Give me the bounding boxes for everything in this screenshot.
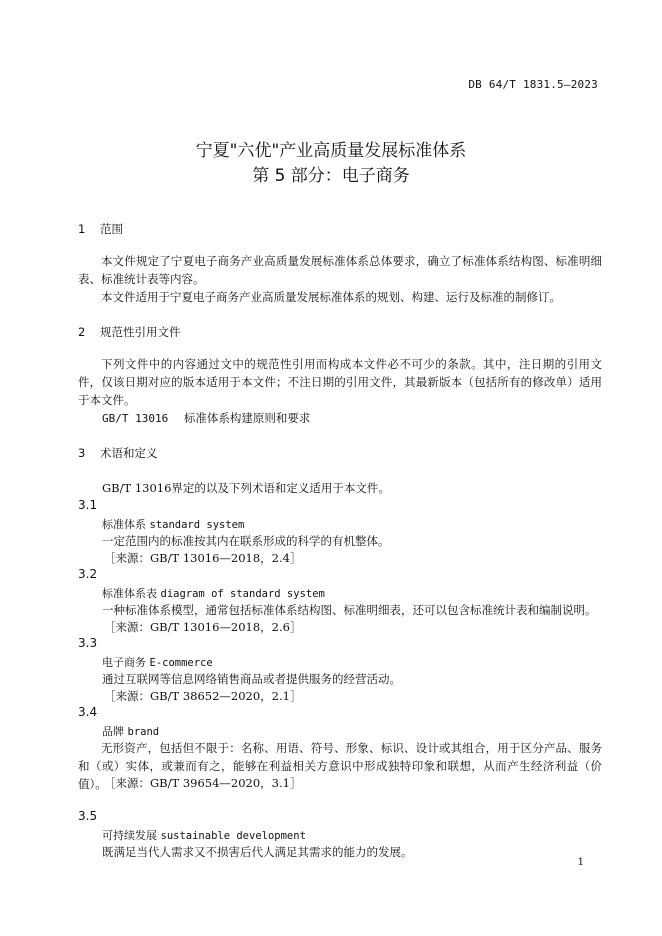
term-source: ［来源：GB/T 13016—2018，2.4］ — [104, 551, 302, 565]
scope-paragraph-2: 本文件适用于宁夏电子商务产业高质量发展标准体系的规划、构建、运行及标准的制修订。 — [101, 290, 561, 304]
term-source: ［来源：GB/T 39654—2020，3.1］ — [104, 776, 302, 790]
term-number: 3.3 — [78, 636, 98, 650]
page-number: 1 — [577, 857, 584, 868]
document-subtitle: 第 5 部分：电子商务 — [252, 166, 410, 186]
term-cn: 品牌 — [102, 725, 124, 738]
section-number: 3 — [78, 446, 86, 460]
term-definition: 无形资产，包括但不限于：名称、用语、符号、形象、标识、设计或其组合，用于区分产品、服务和（或）实体，或兼而有之，能够在利益相关方意识中形成独特印象和联想，从而产生经济利益（价值）。 — [78, 741, 602, 791]
term-definition: 一种标准体系模型，通常包括标准体系结构图、标准明细表，还可以包含标准统计表和编制说明。 — [102, 603, 597, 617]
term-heading — [102, 516, 244, 532]
document-code: DB 64/T 1831.5—2023 — [468, 78, 598, 91]
term-heading — [102, 723, 159, 739]
term-en: sustainable development — [160, 830, 306, 842]
term-cn: 标准体系 — [102, 518, 146, 531]
reference-code: GB/T 13016 — [102, 412, 169, 425]
term-number: 3.4 — [78, 705, 98, 719]
section-title: 规范性引用文件 — [100, 325, 181, 339]
term-cn: 可持续发展 — [102, 829, 157, 842]
terms-intro: GB/T 13016界定的以及下列术语和定义适用于本文件。 — [102, 481, 390, 495]
section-number: 1 — [78, 222, 86, 236]
term-source: ［来源：GB/T 13016—2018，2.6］ — [104, 620, 302, 634]
term-definition: 通过互联网等信息网络销售商品或者提供服务的经营活动。 — [102, 672, 401, 686]
term-heading — [102, 585, 325, 601]
term-cn: 电子商务 — [102, 656, 146, 669]
reference-title: 标准体系构建原则和要求 — [183, 411, 311, 425]
section-number: 2 — [78, 325, 86, 339]
document-title: 宁夏"六优"产业高质量发展标准体系 — [195, 141, 467, 161]
section-title: 术语和定义 — [100, 446, 158, 460]
term-en: standard system — [149, 519, 245, 531]
term-number: 3.1 — [78, 498, 98, 512]
term-en: brand — [127, 726, 160, 738]
section-title: 范围 — [100, 222, 123, 236]
normative-paragraph: 下列文件中的内容通过文中的规范性引用而构成本文件必不可少的条款。其中，注日期的引用文件，仅该日期对应的版本适用于本文件；不注日期的引用文件，其最新版本（包括所有的修改单）适用于本文件。 — [78, 357, 602, 407]
term-number: 3.5 — [78, 809, 98, 823]
section-heading-terms — [78, 445, 158, 461]
term-heading — [102, 654, 213, 670]
normative-reference — [102, 410, 310, 426]
term-definition: 一定范围内的标准按其内在联系形成的科学的有机整体。 — [102, 534, 390, 548]
term-definition: 既满足当代人需求又不损害后代人满足其需求的能力的发展。 — [102, 845, 413, 859]
section-heading-scope — [78, 221, 123, 237]
section-heading-normative — [78, 324, 181, 340]
term-heading — [102, 827, 306, 843]
scope-paragraph-1: 本文件规定了宁夏电子商务产业高质量发展标准体系总体要求，确立了标准体系结构图、标准明细表、标准统计表等内容。 — [78, 254, 602, 286]
term-number: 3.2 — [78, 567, 98, 581]
term-en: E-commerce — [149, 657, 213, 669]
term-en: diagram of standard system — [160, 588, 325, 600]
term-cn: 标准体系表 — [102, 587, 157, 600]
term-source: ［来源：GB/T 38652—2020，2.1］ — [104, 689, 302, 703]
